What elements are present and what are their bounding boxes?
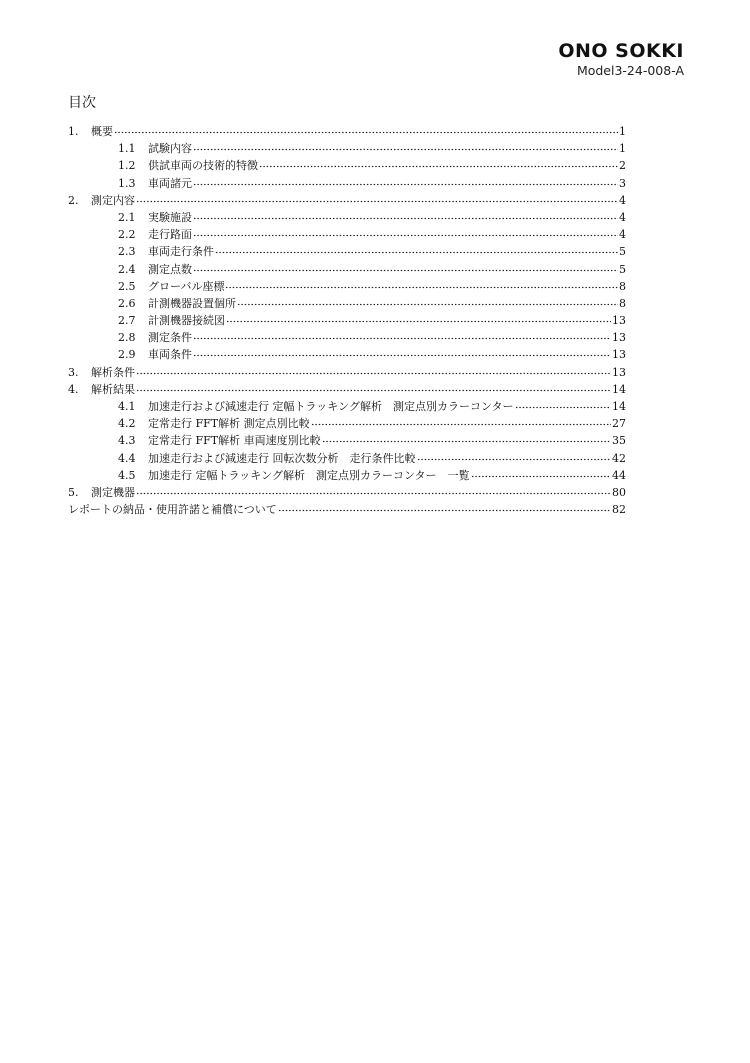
toc-entry[interactable] — [68, 346, 626, 363]
toc-entry-title: 供試車両の技術的特徴 — [148, 159, 258, 173]
toc-entry[interactable] — [68, 484, 626, 501]
toc-entry-number: 2.8 — [118, 331, 136, 345]
toc-entry-number: 4.1 — [118, 400, 136, 413]
toc-entry-title: 解析条件 — [91, 365, 135, 379]
toc-entry-title: 実験施設 — [148, 210, 192, 224]
toc-entry[interactable] — [68, 329, 626, 346]
toc-entry-number: 4.3 — [118, 434, 136, 448]
toc-entry-number: 2.1 — [118, 210, 136, 224]
toc-entry-page: 13 — [612, 348, 626, 362]
dot-leader — [259, 158, 618, 168]
toc-entry-page: 27 — [612, 417, 626, 431]
toc-entry[interactable] — [68, 432, 626, 449]
toc-entry-number: 4.2 — [118, 417, 136, 431]
toc-entry-page: 80 — [612, 485, 626, 499]
dot-leader — [226, 313, 611, 323]
dot-leader — [237, 296, 618, 306]
toc-entry-page: 13 — [612, 331, 626, 345]
toc-entry-title: 加速走行 定幅トラッキング解析 測定点別カラーコンター 一覧 — [148, 468, 470, 482]
toc-entry-title: 測定条件 — [148, 331, 192, 345]
toc-entry[interactable] — [68, 295, 626, 312]
toc-entry-number: 1.1 — [118, 142, 136, 156]
toc-entry-page: 82 — [612, 503, 626, 517]
toc-entry-page: 13 — [612, 365, 626, 379]
toc-entry-page: 14 — [612, 382, 626, 396]
dot-leader — [136, 193, 618, 203]
table-of-contents — [68, 123, 626, 518]
toc-entry[interactable] — [68, 398, 626, 415]
toc-entry-title: 測定内容 — [91, 193, 135, 207]
toc-entry[interactable] — [68, 415, 626, 432]
toc-entry-page: 42 — [612, 451, 626, 465]
dot-leader — [225, 279, 618, 289]
toc-entry-page: 4 — [619, 228, 626, 242]
toc-entry-page: 3 — [619, 176, 626, 190]
dot-leader — [515, 399, 611, 409]
toc-entry-title: 測定機器 — [91, 485, 135, 499]
dot-leader — [311, 416, 611, 426]
toc-entry-number: 5. — [68, 485, 79, 499]
toc-entry-title: 車両走行条件 — [148, 245, 214, 259]
toc-entry[interactable] — [68, 123, 626, 140]
toc-entry-number: 2.3 — [118, 245, 136, 259]
dot-leader — [136, 382, 611, 392]
toc-entry-number: 1.2 — [118, 159, 136, 173]
toc-entry[interactable] — [68, 501, 626, 518]
toc-entry-page: 13 — [612, 314, 626, 328]
dot-leader — [136, 485, 611, 495]
dot-leader — [471, 468, 611, 478]
dot-leader — [193, 210, 618, 220]
toc-entry-title: 車両諸元 — [148, 176, 192, 190]
toc-entry-page: 44 — [612, 468, 626, 482]
toc-entry[interactable] — [68, 140, 626, 157]
dot-leader — [193, 227, 618, 237]
toc-entry-number: 4. — [68, 382, 79, 396]
toc-entry-title: 定常走行 FFT解析 測定点別比較 — [148, 417, 310, 431]
toc-entry-page: 8 — [619, 296, 626, 310]
toc-entry-number: 2.7 — [118, 314, 136, 328]
toc-entry-number: 4.5 — [118, 468, 136, 482]
toc-entry-page: 35 — [612, 434, 626, 448]
toc-entry-title: 解析結果 — [91, 382, 135, 396]
document-id: Model3-24-008-A — [576, 63, 684, 78]
toc-entry[interactable] — [68, 381, 626, 398]
toc-entry-page: 5 — [619, 245, 626, 259]
toc-entry-title: 加速走行および減速走行 回転次数分析 走行条件比較 — [148, 451, 416, 465]
toc-entry-title: 計測機器接続図 — [148, 314, 225, 328]
toc-entry[interactable] — [68, 312, 626, 329]
dot-leader — [278, 502, 611, 512]
toc-entry-page: 1 — [619, 142, 626, 156]
dot-leader — [114, 124, 618, 134]
toc-entry[interactable] — [68, 157, 626, 174]
toc-entry-number: 1.3 — [118, 176, 136, 190]
toc-entry[interactable] — [68, 261, 626, 278]
toc-entry-number: 2.5 — [118, 279, 136, 293]
dot-leader — [193, 262, 618, 272]
toc-entry-number: 1. — [68, 125, 79, 138]
toc-entry[interactable] — [68, 243, 626, 260]
dot-leader — [215, 244, 618, 254]
toc-entry-title: 加速走行および減速走行 定幅トラッキング解析 測定点別カラーコンター — [148, 400, 514, 413]
toc-entry-title: 測定点数 — [148, 262, 192, 276]
toc-entry-title: 計測機器設置個所 — [148, 296, 236, 310]
dot-leader — [193, 347, 611, 357]
toc-entry-number: 2.6 — [118, 296, 136, 310]
toc-entry-title: レポートの納品・使用許諾と補償について — [68, 503, 277, 517]
toc-entry[interactable] — [68, 175, 626, 192]
dot-leader — [136, 365, 611, 375]
toc-entry-title: 車両条件 — [148, 348, 192, 362]
toc-entry-title: 走行路面 — [148, 228, 192, 242]
toc-entry-page: 2 — [619, 159, 626, 173]
toc-entry-page: 4 — [619, 193, 626, 207]
toc-heading: 目次 — [68, 95, 96, 111]
dot-leader — [193, 330, 611, 340]
toc-entry-page: 8 — [619, 279, 626, 293]
ono-sokki-logo: ONO SOKKI — [558, 40, 684, 62]
toc-entry[interactable] — [68, 450, 626, 467]
toc-entry-title: 試験内容 — [148, 142, 192, 156]
toc-entry[interactable] — [68, 209, 626, 226]
dot-leader — [417, 451, 612, 461]
toc-entry[interactable] — [68, 467, 626, 484]
toc-entry[interactable] — [68, 364, 626, 381]
toc-entry-page: 5 — [619, 262, 626, 276]
toc-entry[interactable] — [68, 278, 626, 295]
dot-leader — [193, 176, 618, 186]
toc-entry-title: 概要 — [91, 125, 113, 138]
toc-entry[interactable] — [68, 192, 626, 209]
toc-entry-title: 定常走行 FFT解析 車両速度別比較 — [148, 434, 321, 448]
dot-leader — [322, 433, 611, 443]
toc-entry-number: 2.2 — [118, 228, 136, 242]
toc-entry-number: 3. — [68, 365, 79, 379]
toc-entry-page: 1 — [619, 125, 626, 138]
toc-entry-page: 4 — [619, 210, 626, 224]
toc-entry-page: 14 — [612, 400, 626, 413]
toc-entry-number: 2.9 — [118, 348, 136, 362]
dot-leader — [193, 141, 618, 151]
toc-entry-title: グローバル座標 — [148, 279, 225, 293]
toc-entry-number: 2. — [68, 193, 79, 207]
toc-entry-number: 4.4 — [118, 451, 136, 465]
toc-entry-number: 2.4 — [118, 262, 136, 276]
toc-entry[interactable] — [68, 226, 626, 243]
